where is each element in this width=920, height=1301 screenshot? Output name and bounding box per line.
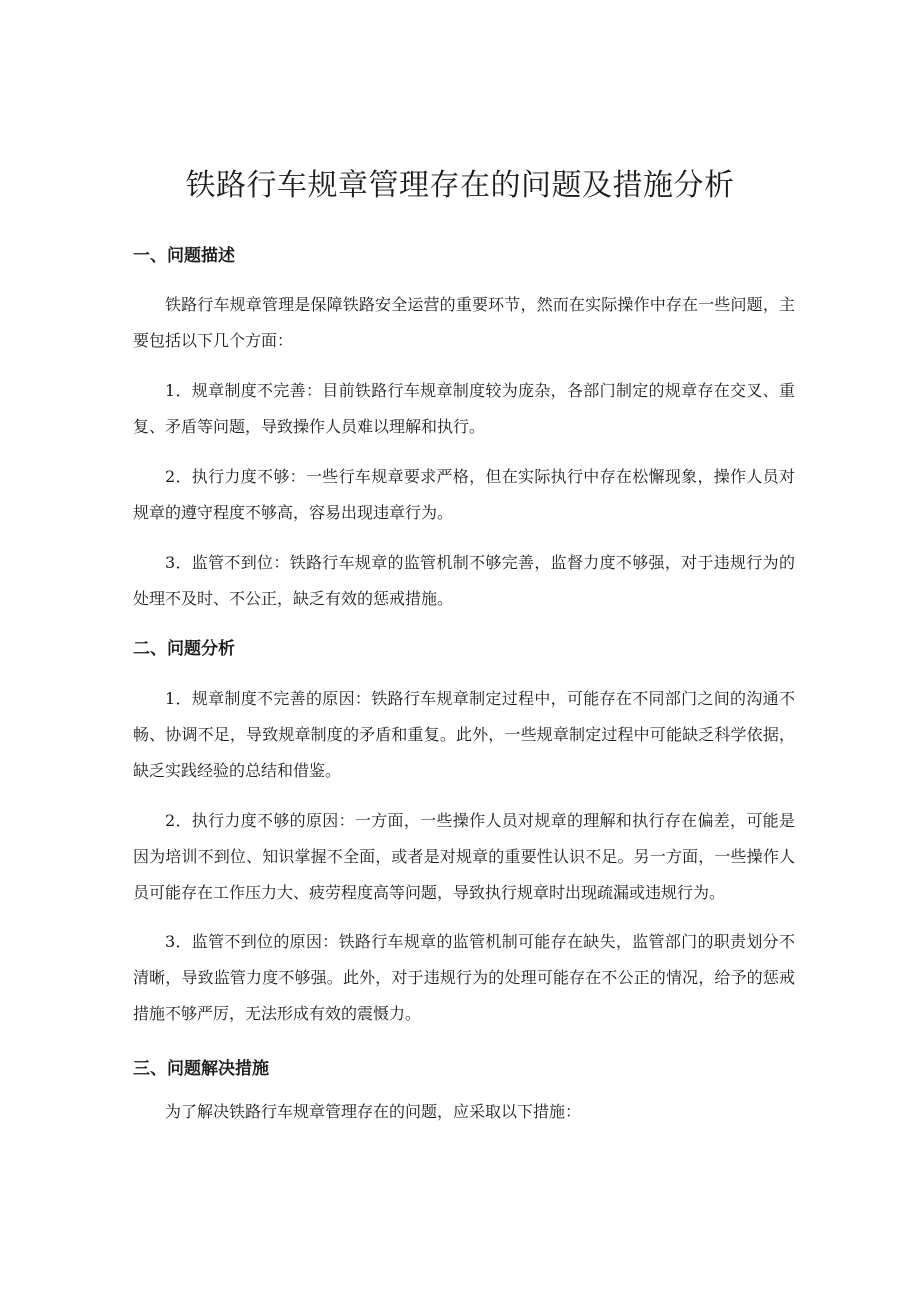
section-heading-2: 二、问题分析 xyxy=(133,639,235,659)
paragraph-3-1: 为了解决铁路行车规章管理存在的问题，应采取以下措施： xyxy=(165,1102,582,1121)
paragraph-2-3: 3．监管不到位的原因：铁路行车规章的监管机制可能存在缺失，监管部门的职责划分不清晰，导致监管力度不够强。此外，对于违规行为的处理可能存在不公正的情况，给予的惩戒措施不够严厉，无法形成有效的震慑力。 xyxy=(133,932,795,1023)
paragraph-2-1: 1．规章制度不完善的原因：铁路行车规章制定过程中，可能存在不同部门之间的沟通不畅、协调不足，导致规章制度的矛盾和重复。此外，一些规章制定过程中可能缺乏科学依据，缺乏实践经验的总结和借鉴。 xyxy=(133,689,795,780)
paragraph-2-2: 2．执行力度不够的原因：一方面，一些操作人员对规章的理解和执行存在偏差，可能是因为培训不到位、知识掌握不全面，或者是对规章的重要性认识不足。另一方面，一些操作人员可能存在工作压力大、疲劳程度高等问题，导致执行规章时出现疏漏或违规行为。 xyxy=(133,811,795,902)
paragraph-1-4: 3．监管不到位：铁路行车规章的监管机制不够完善，监督力度不够强，对于违规行为的处理不及时、不公正，缺乏有效的惩戒措施。 xyxy=(133,553,795,608)
document-title: 铁路行车规章管理存在的问题及措施分析 xyxy=(185,168,735,203)
paragraph-1-1: 铁路行车规章管理是保障铁路安全运营的重要环节，然而在实际操作中存在一些问题，主要包括以下几个方面： xyxy=(133,295,795,350)
section-heading-3: 三、问题解决措施 xyxy=(133,1059,269,1079)
section-heading-1: 一、问题描述 xyxy=(133,246,235,266)
paragraph-1-2: 1．规章制度不完善：目前铁路行车规章制度较为庞杂，各部门制定的规章存在交叉、重复、矛盾等问题，导致操作人员难以理解和执行。 xyxy=(133,381,795,436)
paragraph-1-3: 2．执行力度不够：一些行车规章要求严格，但在实际执行中存在松懈现象，操作人员对规章的遵守程度不够高，容易出现违章行为。 xyxy=(133,467,795,522)
